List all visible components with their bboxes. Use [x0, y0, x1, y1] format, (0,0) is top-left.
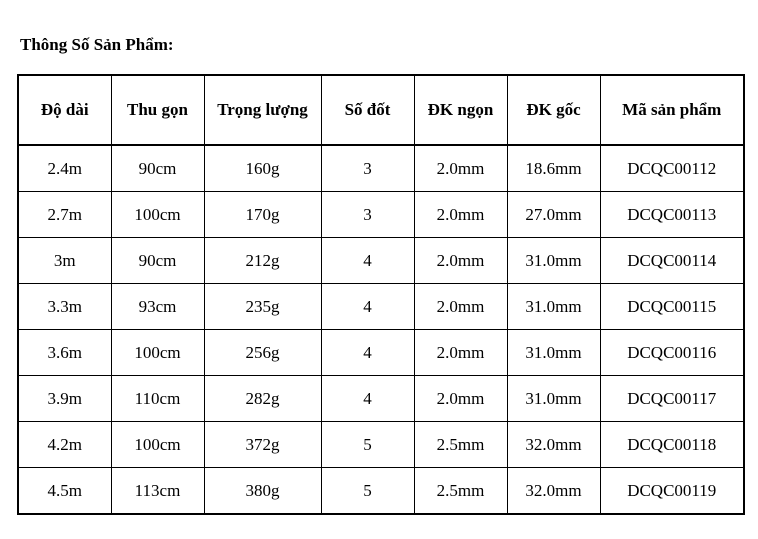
table-cell: 2.0mm — [414, 376, 507, 422]
column-header: Mã sản phẩm — [600, 75, 744, 145]
table-cell: 31.0mm — [507, 330, 600, 376]
table-cell: 212g — [204, 238, 321, 284]
table-cell: 2.4m — [18, 145, 111, 192]
table-cell: 32.0mm — [507, 422, 600, 468]
table-cell: 4 — [321, 376, 414, 422]
table-row — [18, 145, 744, 192]
table-cell: 113cm — [111, 468, 204, 515]
table-cell: 170g — [204, 192, 321, 238]
table-cell: 2.0mm — [414, 145, 507, 192]
table-cell: DCQC00119 — [600, 468, 744, 515]
column-header: ĐK ngọn — [414, 75, 507, 145]
table-cell: 31.0mm — [507, 376, 600, 422]
table-row — [18, 192, 744, 238]
table-cell: 31.0mm — [507, 238, 600, 284]
table-cell: 110cm — [111, 376, 204, 422]
table-cell: 4.5m — [18, 468, 111, 515]
table-cell: 90cm — [111, 238, 204, 284]
table-cell: 4 — [321, 330, 414, 376]
table-cell: 160g — [204, 145, 321, 192]
table-row — [18, 284, 744, 330]
table-cell: 3 — [321, 145, 414, 192]
table-cell: 27.0mm — [507, 192, 600, 238]
table-cell: 282g — [204, 376, 321, 422]
page-title: Thông Số Sản Phẩm: — [20, 35, 174, 54]
column-header: Độ dài — [18, 75, 111, 145]
table-row — [18, 468, 744, 515]
table-cell: 3.3m — [18, 284, 111, 330]
table-cell: DCQC00112 — [600, 145, 744, 192]
table-cell: 2.7m — [18, 192, 111, 238]
table-cell: 3 — [321, 192, 414, 238]
product-spec-table — [17, 74, 745, 515]
table-row — [18, 422, 744, 468]
table-cell: 93cm — [111, 284, 204, 330]
column-header: Thu gọn — [111, 75, 204, 145]
table-cell: 3m — [18, 238, 111, 284]
table-cell: 18.6mm — [507, 145, 600, 192]
table-cell: DCQC00117 — [600, 376, 744, 422]
table-cell: 31.0mm — [507, 284, 600, 330]
table-header-row — [18, 75, 744, 145]
table-cell: 256g — [204, 330, 321, 376]
table-cell: 380g — [204, 468, 321, 515]
table-row — [18, 238, 744, 284]
table-cell: 2.5mm — [414, 468, 507, 515]
column-header: Số đốt — [321, 75, 414, 145]
table-cell: 2.0mm — [414, 238, 507, 284]
table-cell: DCQC00114 — [600, 238, 744, 284]
table-cell: 4 — [321, 238, 414, 284]
table-cell: 4 — [321, 284, 414, 330]
table-cell: 100cm — [111, 330, 204, 376]
table-cell: 2.0mm — [414, 330, 507, 376]
table-cell: 5 — [321, 468, 414, 515]
column-header: ĐK gốc — [507, 75, 600, 145]
table-cell: DCQC00115 — [600, 284, 744, 330]
table-cell: 4.2m — [18, 422, 111, 468]
table-cell: 372g — [204, 422, 321, 468]
table-cell: 2.0mm — [414, 284, 507, 330]
table-cell: 235g — [204, 284, 321, 330]
table-cell: DCQC00116 — [600, 330, 744, 376]
table-cell: 100cm — [111, 192, 204, 238]
table-cell: 5 — [321, 422, 414, 468]
table-cell: 2.5mm — [414, 422, 507, 468]
table-cell: 90cm — [111, 145, 204, 192]
table-row — [18, 330, 744, 376]
table-cell: 100cm — [111, 422, 204, 468]
column-header: Trọng lượng — [204, 75, 321, 145]
table-cell: 3.9m — [18, 376, 111, 422]
table-cell: DCQC00113 — [600, 192, 744, 238]
table-cell: 32.0mm — [507, 468, 600, 515]
table-cell: DCQC00118 — [600, 422, 744, 468]
table-cell: 3.6m — [18, 330, 111, 376]
table-cell: 2.0mm — [414, 192, 507, 238]
table-row — [18, 376, 744, 422]
